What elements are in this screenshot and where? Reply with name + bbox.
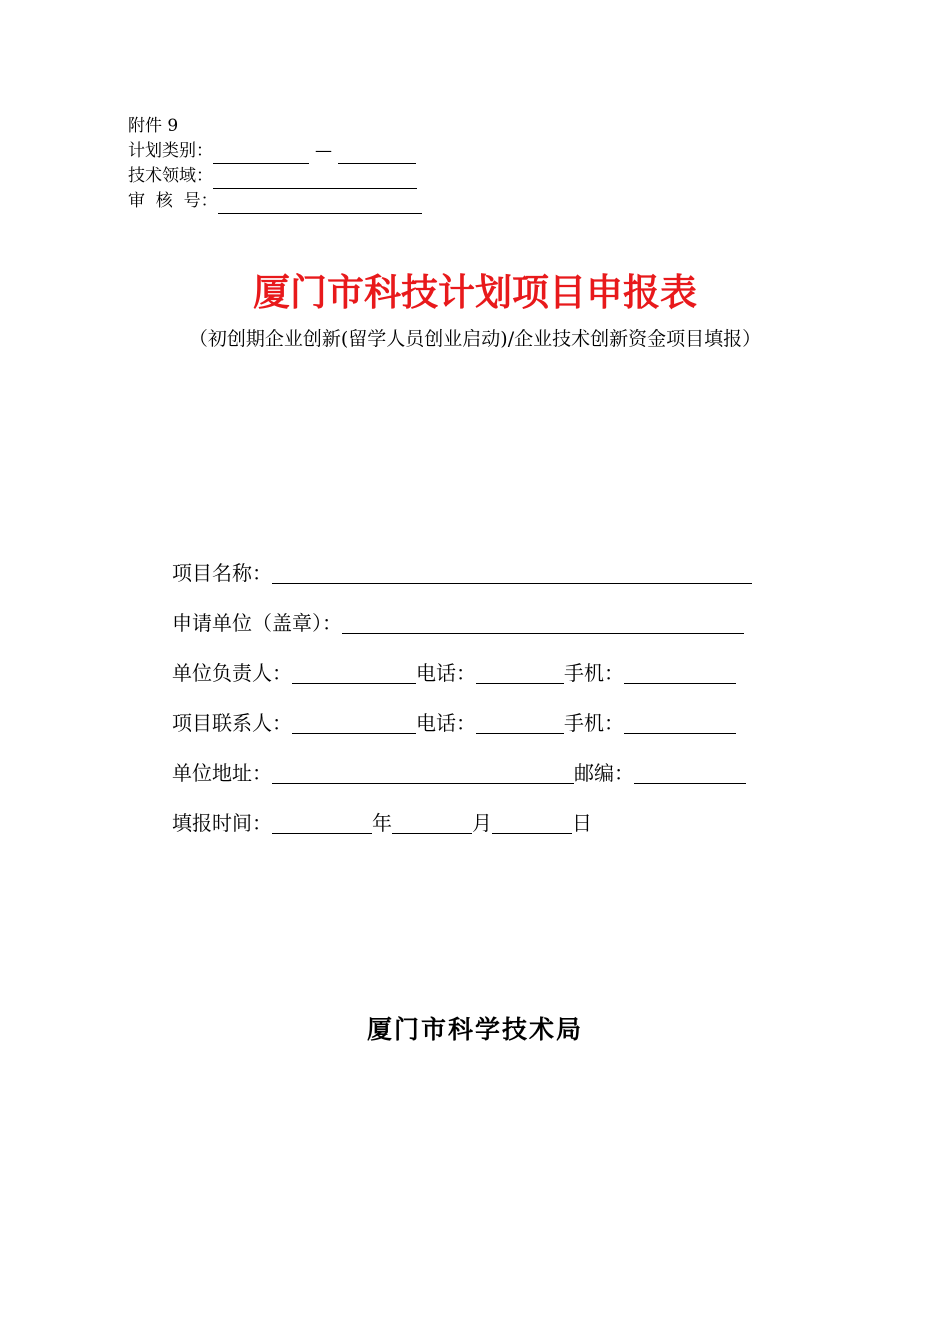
postcode-label: 邮编：: [574, 761, 634, 785]
unit-head-row: [172, 638, 752, 688]
contact-label: 项目联系人：: [172, 711, 292, 735]
plan-category-field-2[interactable]: [338, 145, 416, 164]
tech-field-label: 技术领域：: [128, 166, 213, 186]
month-label: 月: [472, 811, 492, 835]
unit-head-phone-label: 电话：: [416, 661, 476, 685]
plan-category-field-1[interactable]: [213, 145, 309, 164]
header-block: [128, 114, 422, 214]
contact-row: [172, 688, 752, 738]
fill-day-input[interactable]: [492, 809, 572, 834]
unit-head-mobile-input[interactable]: [624, 659, 736, 684]
project-name-input[interactable]: [272, 559, 752, 584]
applicant-input[interactable]: [342, 609, 744, 634]
unit-head-input[interactable]: [292, 659, 416, 684]
page-subtitle: （初创期企业创新(留学人员创业启动)/企业技术创新资金项目填报）: [188, 328, 762, 350]
tech-field-input[interactable]: [213, 170, 417, 189]
page-title: 厦门市科技计划项目申报表: [253, 271, 697, 314]
fill-year-input[interactable]: [272, 809, 372, 834]
issuing-authority: 厦门市科学技术局: [366, 1015, 583, 1044]
plan-category-dash: —: [315, 141, 332, 161]
year-label: 年: [372, 811, 392, 835]
contact-input[interactable]: [292, 709, 416, 734]
project-name-label: 项目名称：: [172, 561, 272, 585]
address-label: 单位地址：: [172, 761, 272, 785]
contact-mobile-label: 手机：: [564, 711, 624, 735]
applicant-row: [172, 588, 752, 638]
attachment-label: 附件 9: [128, 116, 179, 136]
attachment-line: [128, 114, 422, 139]
address-input[interactable]: [272, 759, 574, 784]
postcode-input[interactable]: [634, 759, 746, 784]
application-form: [172, 538, 752, 838]
unit-head-mobile-label: 手机：: [564, 661, 624, 685]
contact-phone-input[interactable]: [476, 709, 564, 734]
review-no-label: 审 核 号：: [128, 191, 218, 211]
contact-phone-label: 电话：: [416, 711, 476, 735]
applicant-label: 申请单位（盖章）：: [172, 611, 342, 635]
plan-category-label: 计划类别：: [128, 141, 213, 161]
project-name-row: [172, 538, 752, 588]
plan-category-line: [128, 139, 422, 164]
review-no-input[interactable]: [218, 195, 422, 214]
unit-head-phone-input[interactable]: [476, 659, 564, 684]
fill-date-label: 填报时间：: [172, 811, 272, 835]
contact-mobile-input[interactable]: [624, 709, 736, 734]
unit-head-label: 单位负责人：: [172, 661, 292, 685]
tech-field-line: [128, 164, 422, 189]
review-no-line: [128, 189, 422, 214]
fill-date-row: [172, 788, 752, 838]
address-row: [172, 738, 752, 788]
day-label: 日: [572, 811, 592, 835]
fill-month-input[interactable]: [392, 809, 472, 834]
